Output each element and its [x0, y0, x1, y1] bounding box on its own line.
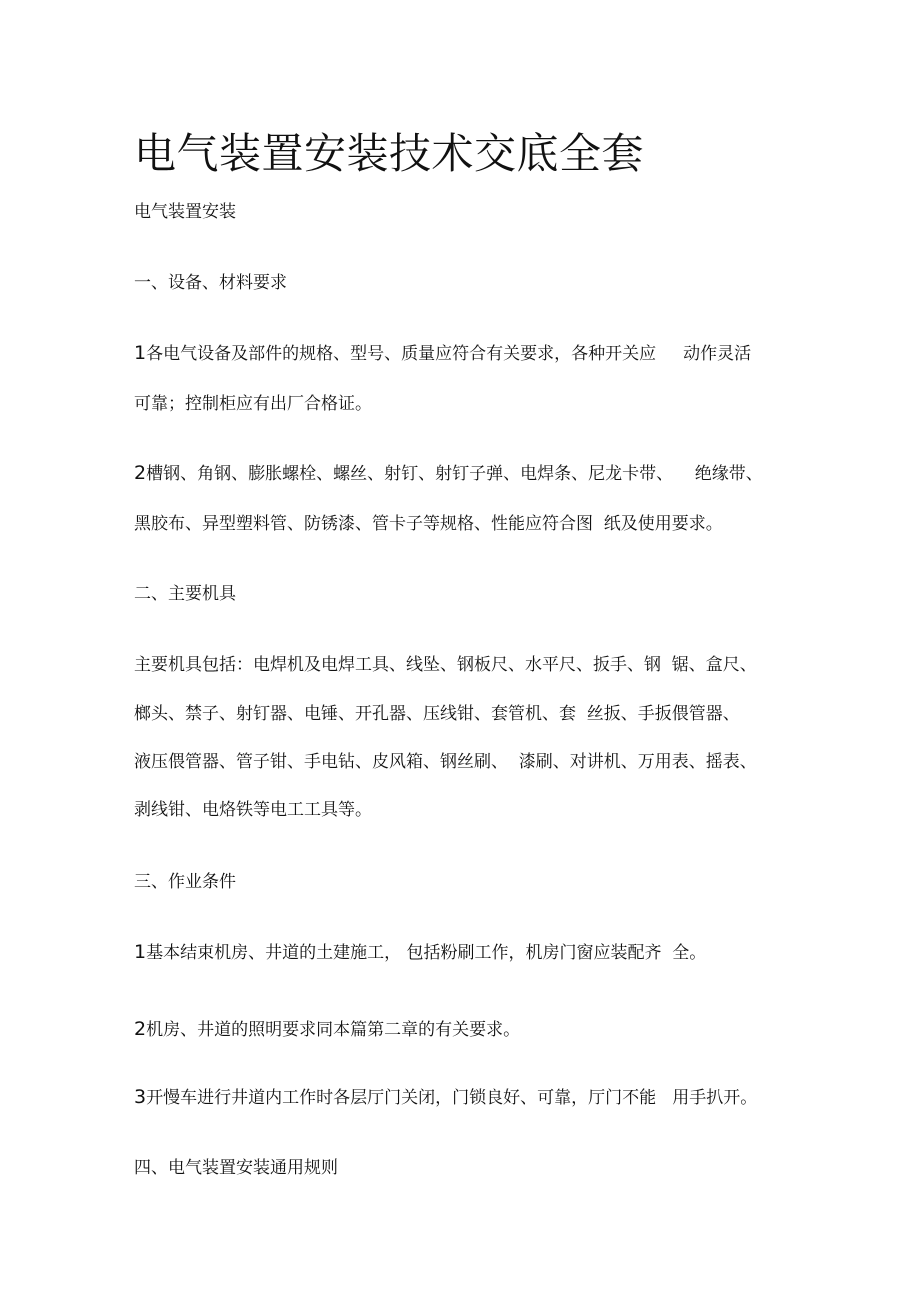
item-text: 机房、井道的照明要求同本篇第二章的有关要求。	[146, 1020, 521, 1040]
section-3-item-3	[134, 1085, 757, 1110]
section-2-para-line-3: 液压偎管器、管子钳、手电钻、皮风箱、钢丝刷、 漆刷、对讲机、万用表、摇表、	[134, 752, 757, 772]
item-text: 各电气设备及部件的规格、型号、质量应符合有关要求，各种开关应 动作灵活	[146, 344, 752, 364]
item-number: 1	[134, 941, 147, 963]
item-text: 开慢车进行井道内工作时各层厅门关闭，门锁良好、可靠，厅门不能 用手扒开。	[146, 1088, 758, 1108]
section-1-item-1-line-2: 可靠；控制柜应有出厂合格证。	[134, 394, 372, 414]
item-number: 3	[134, 1086, 147, 1108]
section-2-para-line-4: 剥线钳、电烙铁等电工工具等。	[134, 800, 372, 820]
section-2-heading: 二、主要机具	[134, 584, 236, 604]
section-2-para-line-2: 榔头、禁子、射钉器、电锤、开孔器、压线钳、套管机、套 丝扳、手扳偎管器、	[134, 704, 740, 724]
item-text: 基本结束机房、井道的土建施工， 包括粉刷工作，机房门窗应装配齐 全。	[146, 943, 707, 963]
section-3-item-1	[134, 940, 706, 965]
section-3-heading: 三、作业条件	[134, 872, 236, 892]
section-1-item-2-line-1	[134, 461, 763, 486]
section-4-heading: 四、电气装置安装通用规则	[134, 1158, 338, 1178]
document-title: 电气装置安装技术交底全套	[134, 129, 645, 178]
section-1-heading: 一、设备、材料要求	[134, 273, 287, 293]
section-1-item-1-line-1	[134, 341, 751, 366]
section-3-item-2	[134, 1017, 520, 1042]
item-number: 2	[134, 462, 147, 484]
document-subtitle: 电气装置安装	[134, 202, 236, 222]
section-1-item-2-line-2: 黑胶布、异型塑料管、防锈漆、管卡子等规格、性能应符合图 纸及使用要求。	[134, 514, 723, 534]
section-2-para-line-1: 主要机具包括：电焊机及电焊工具、线坠、钢板尺、水平尺、扳手、钢 锯、盒尺、	[134, 655, 757, 675]
item-number: 2	[134, 1018, 147, 1040]
item-number: 1	[134, 342, 147, 364]
item-text: 槽钢、角钢、膨胀螺栓、螺丝、射钉、射钉子弹、电焊条、尼龙卡带、 绝缘带、	[146, 464, 763, 484]
